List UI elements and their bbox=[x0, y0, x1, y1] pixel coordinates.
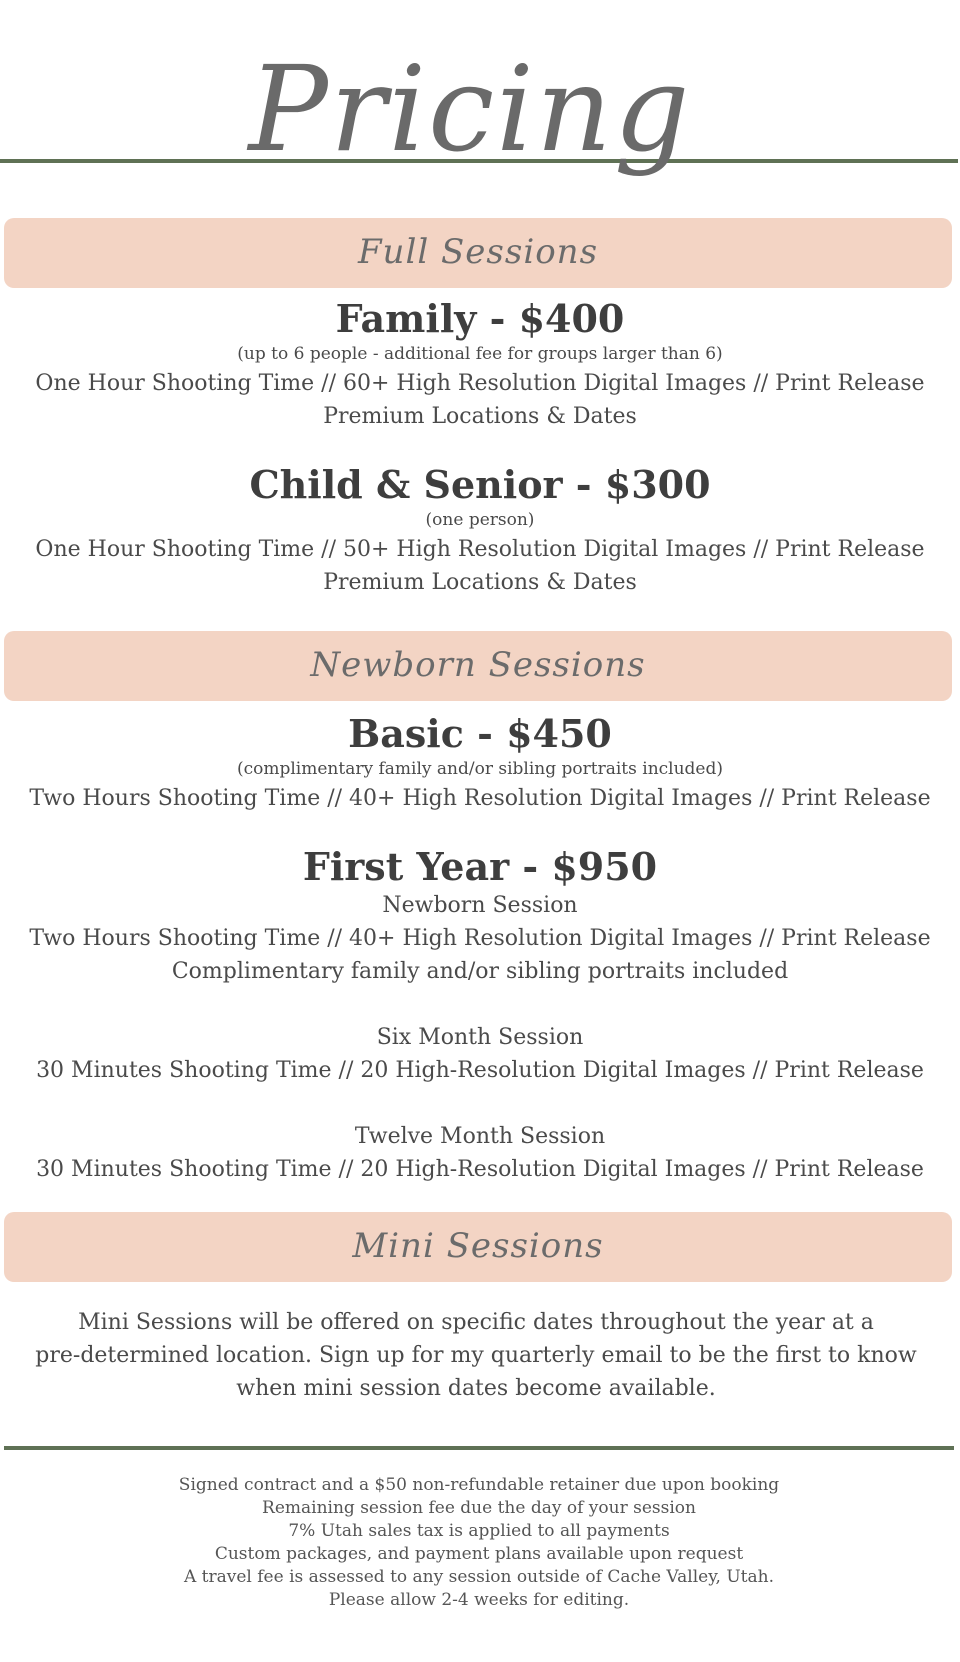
package-family bbox=[0, 297, 960, 433]
footer-line-5: A travel fee is assessed to any session outside of Cache Valley, Utah. bbox=[183, 1567, 775, 1587]
section-label-mini-sessions: Mini Sessions bbox=[352, 1226, 604, 1266]
pricing-script-title bbox=[0, 0, 960, 230]
package-title-family: Family - $400 bbox=[335, 296, 625, 341]
package-details-family: One Hour Shooting Time // 60+ High Resolution Digital Images // Print Release bbox=[35, 371, 925, 396]
first-year-twelve-month-heading: Twelve Month Session bbox=[354, 1124, 606, 1149]
package-details-child-senior: One Hour Shooting Time // 50+ High Resolution Digital Images // Print Release bbox=[35, 537, 925, 562]
footer-line-2: Remaining session fee due the day of your session bbox=[262, 1498, 696, 1518]
footer-line-4: Custom packages, and payment plans available upon request bbox=[214, 1544, 744, 1564]
mini-text-line-3: when mini session dates become available. bbox=[236, 1376, 716, 1401]
first-year-six-month-heading: Six Month Session bbox=[376, 1025, 584, 1050]
package-title-basic: Basic - $450 bbox=[348, 711, 612, 756]
page-header bbox=[0, 0, 960, 230]
mini-sessions-description bbox=[0, 1306, 956, 1405]
package-note-child-senior: (one person) bbox=[425, 510, 535, 530]
footer-terms bbox=[0, 1474, 959, 1612]
package-extra-child-senior: Premium Locations & Dates bbox=[323, 570, 637, 595]
footer-line-1: Signed contract and a $50 non-refundable retainer due upon booking bbox=[178, 1475, 780, 1495]
package-basic bbox=[0, 712, 960, 815]
mini-text-line-1: Mini Sessions will be offered on specific dates throughout the year at a bbox=[78, 1310, 874, 1335]
section-band-newborn-sessions bbox=[4, 631, 952, 701]
footer-line-6: Please allow 2-4 weeks for editing. bbox=[328, 1590, 630, 1610]
footer-line-3: 7% Utah sales tax is applied to all payments bbox=[288, 1521, 670, 1541]
mini-text-line-2: pre-determined location. Sign up for my quarterly email to be the first to know bbox=[35, 1343, 917, 1368]
page-title: Pricing bbox=[248, 40, 692, 178]
first-year-six-month-details: 30 Minutes Shooting Time // 20 High-Resolution Digital Images // Print Release bbox=[36, 1058, 924, 1083]
package-child-senior bbox=[0, 463, 960, 599]
footer-divider bbox=[4, 1446, 954, 1450]
package-title-child-senior: Child & Senior - $300 bbox=[249, 462, 711, 507]
section-label-full-sessions: Full Sessions bbox=[357, 232, 599, 272]
first-year-newborn-heading: Newborn Session bbox=[382, 893, 578, 918]
section-band-mini-sessions bbox=[4, 1212, 952, 1282]
package-first-year bbox=[0, 845, 960, 1186]
package-note-basic: (complimentary family and/or sibling portraits included) bbox=[236, 759, 724, 779]
first-year-newborn-details: Two Hours Shooting Time // 40+ High Resolution Digital Images // Print Release bbox=[29, 926, 931, 951]
section-band-full-sessions bbox=[4, 218, 952, 288]
package-extra-family: Premium Locations & Dates bbox=[323, 404, 637, 429]
package-note-family: (up to 6 people - additional fee for groups larger than 6) bbox=[237, 344, 723, 364]
first-year-twelve-month-details: 30 Minutes Shooting Time // 20 High-Resolution Digital Images // Print Release bbox=[36, 1157, 924, 1182]
first-year-newborn-extra: Complimentary family and/or sibling portraits included bbox=[171, 959, 789, 984]
package-title-first-year: First Year - $950 bbox=[302, 844, 658, 889]
section-label-newborn-sessions: Newborn Sessions bbox=[310, 645, 646, 685]
package-details-basic: Two Hours Shooting Time // 40+ High Resolution Digital Images // Print Release bbox=[29, 786, 931, 811]
